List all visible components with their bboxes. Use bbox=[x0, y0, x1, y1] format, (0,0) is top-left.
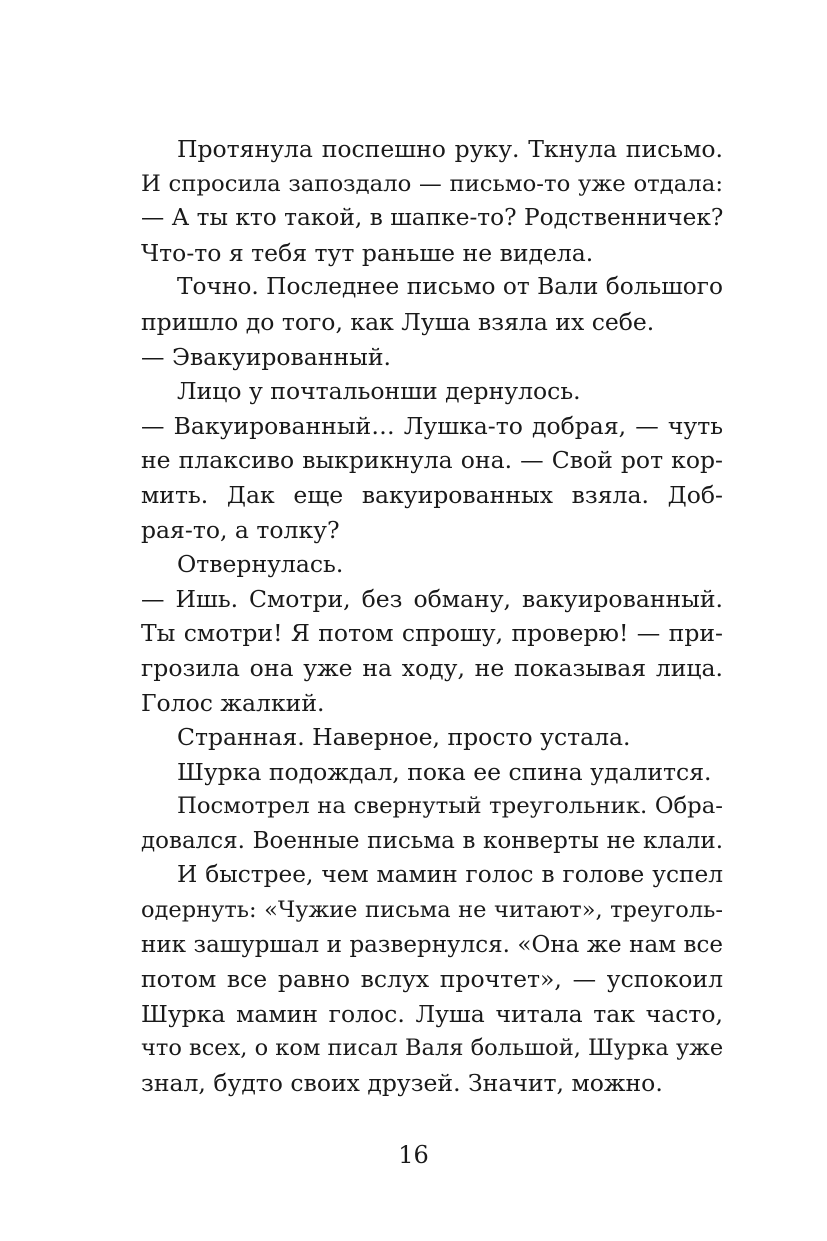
text-line: Голос жалкий. bbox=[141, 688, 325, 717]
text-line: Точно. Последнее письмо от Вали большого bbox=[177, 273, 723, 301]
text-line: потом все равно вслух прочтет», — успокоил bbox=[141, 965, 723, 994]
text-line: — Вакуированный… Лушка-то добрая, — чуть bbox=[141, 411, 723, 440]
page-number: 16 bbox=[398, 1141, 429, 1169]
text-line: ник зашуршал и развернулся. «Она же нам все bbox=[141, 931, 723, 958]
text-line: — Ишь. Смотри, без обману, вакуированный. bbox=[141, 584, 723, 613]
text-line: грозила она уже на ходу, не показывая лица. bbox=[141, 653, 723, 682]
text-line: довался. Военные письма в конверты не клали. bbox=[141, 827, 723, 854]
text-line: Отвернулась. bbox=[177, 550, 344, 579]
body-text bbox=[141, 132, 723, 1101]
text-line: рая-то, а толку? bbox=[141, 515, 340, 544]
text-line: Шурка подождал, пока ее спина удалится. bbox=[177, 757, 712, 786]
text-line: Странная. Наверное, просто устала. bbox=[177, 723, 631, 752]
text-line: И спросила запоздало — письмо-то уже отдала: bbox=[141, 170, 723, 197]
text-line: пришло до того, как Луша взяла их себе. bbox=[141, 307, 655, 336]
text-line: Ты смотри! Я потом спрошу, проверю! — при- bbox=[141, 619, 723, 648]
text-line: Шурка мамин голос. Луша читала так часто, bbox=[141, 999, 723, 1028]
text-line: знал, будто своих друзей. Значит, можно. bbox=[141, 1069, 663, 1098]
text-line: И быстрее, чем мамин голос в голове успел bbox=[177, 861, 723, 889]
text-line: одернуть: «Чужие письма не читают», треуголь- bbox=[141, 897, 723, 924]
text-line: — А ты кто такой, в шапке-то? Родственничек? bbox=[141, 204, 724, 232]
text-line: не плаксиво выкрикнула она. — Свой рот кор- bbox=[141, 446, 723, 475]
text-line: что всех, о ком писал Валя большой, Шурка уже bbox=[141, 1035, 724, 1062]
text-line: Протянула поспешно руку. Ткнула письмо. bbox=[177, 135, 723, 163]
text-line: — Эвакуированный. bbox=[141, 342, 391, 371]
text-line: Посмотрел на свернутый треугольник. Обра- bbox=[177, 793, 723, 820]
text-line: Лицо у почтальонши дернулось. bbox=[177, 377, 581, 406]
text-line: мить. Дак еще вакуированных взяла. Доб- bbox=[141, 480, 723, 509]
text-line: Что-то я тебя тут раньше не видела. bbox=[141, 238, 594, 267]
